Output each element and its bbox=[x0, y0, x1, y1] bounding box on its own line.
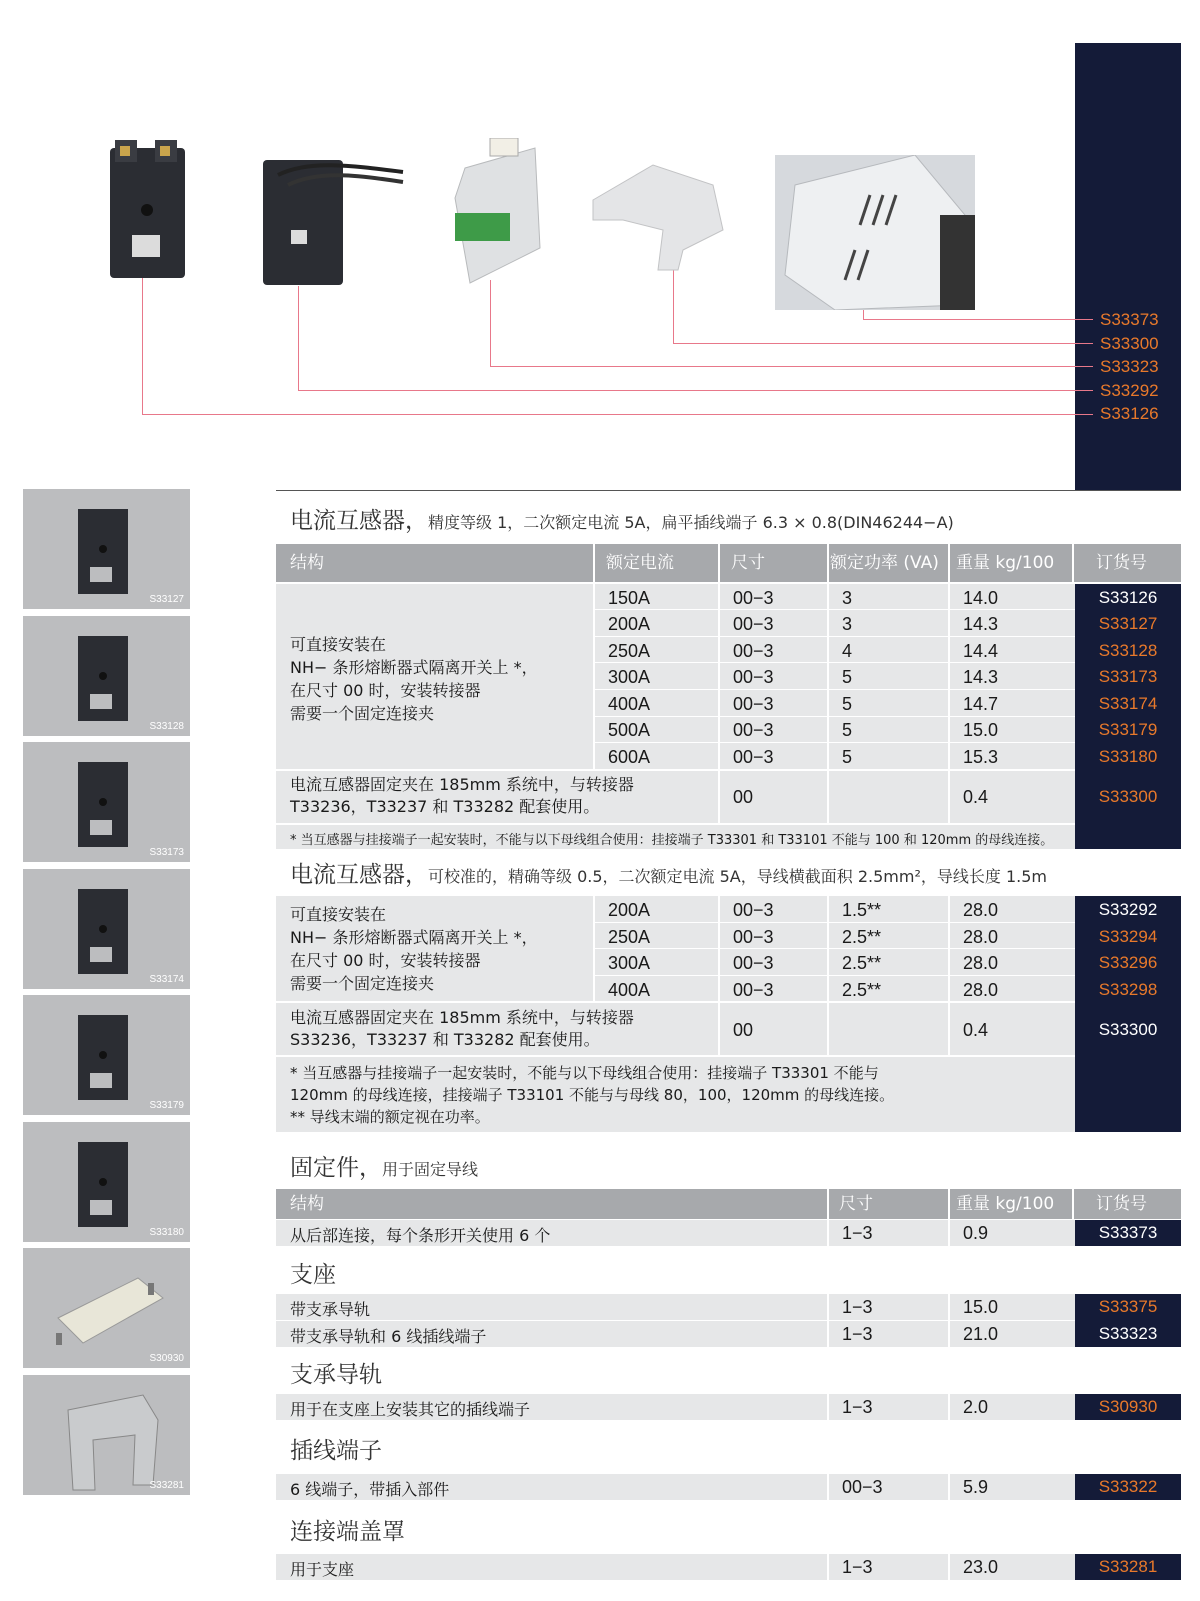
table-header bbox=[276, 1189, 1181, 1219]
leader-line bbox=[673, 343, 1093, 344]
cell-weight: 0.4 bbox=[963, 787, 989, 807]
order-number: S33174 bbox=[1098, 694, 1158, 713]
cell-size: 1−3 bbox=[842, 1397, 873, 1417]
thumbnail-caption: S33180 bbox=[149, 1227, 184, 1238]
thumbnail-s33173 bbox=[23, 742, 190, 862]
ct-description: 可直接安装在 NH− 条形熔断器式隔离开关上 *， 在尺寸 00 时，安装转接器 需要一个固定连接夹 bbox=[290, 635, 538, 723]
header-weight: 重量 kg/100 bbox=[956, 1194, 1055, 1214]
cell-size: 1−3 bbox=[842, 1223, 873, 1243]
cell-size: 00−3 bbox=[733, 667, 774, 687]
cell-current: 400A bbox=[608, 694, 651, 714]
cell-current: 200A bbox=[608, 900, 651, 920]
row-description: 带支承导轨 bbox=[290, 1300, 371, 1319]
cell-weight: 14.3 bbox=[963, 667, 999, 687]
cell-weight: 14.3 bbox=[963, 614, 999, 634]
row-description: 从后部连接，每个条形开关使用 6 个 bbox=[290, 1226, 551, 1245]
order-number: S33126 bbox=[1098, 588, 1158, 607]
order-number: S33281 bbox=[1098, 1557, 1158, 1576]
clip-description: 电流互感器固定夹在 185mm 系统中，与转接器 T33236，T33237 和 T33282 配套使用。 bbox=[290, 775, 634, 816]
cell-size: 00−3 bbox=[733, 720, 774, 740]
callout-s33292: S33292 bbox=[1100, 381, 1159, 400]
cell-size: 00−3 bbox=[842, 1477, 883, 1497]
order-number: S33323 bbox=[1098, 1324, 1158, 1343]
thumbnail-s33127 bbox=[23, 489, 190, 609]
header-structure: 结构 bbox=[290, 1194, 324, 1214]
leader-line bbox=[298, 390, 1093, 391]
callout-s33300: S33300 bbox=[1100, 334, 1159, 353]
fixing-part-image bbox=[775, 155, 975, 310]
row-description: 带支承导轨和 6 线插线端子 bbox=[290, 1327, 487, 1346]
order-number: S33298 bbox=[1098, 980, 1158, 999]
cell-weight: 5.9 bbox=[963, 1477, 989, 1497]
cell-current: 400A bbox=[608, 980, 651, 1000]
cell-current: 250A bbox=[608, 927, 651, 947]
order-number: S33179 bbox=[1098, 720, 1158, 739]
cell-power: 1.5** bbox=[842, 900, 882, 920]
section-title-terminal: 插线端子 bbox=[290, 1438, 382, 1464]
cell-current: 250A bbox=[608, 641, 651, 661]
section-title-fixing: 固定件，用于固定导线 bbox=[290, 1155, 479, 1181]
cell-current: 150A bbox=[608, 588, 651, 608]
order-number: S33373 bbox=[1098, 1223, 1158, 1242]
cell-power: 5 bbox=[842, 720, 853, 740]
cell-weight: 14.0 bbox=[963, 588, 999, 608]
section-title-rail: 支承导轨 bbox=[290, 1362, 382, 1388]
cell-weight: 28.0 bbox=[963, 927, 999, 947]
thumbnail-s33281 bbox=[23, 1375, 190, 1495]
ct-calibrated-description: 可直接安装在 NH− 条形熔断器式隔离开关上 *， 在尺寸 00 时，安装转接器 需要一个固定连接夹 bbox=[290, 905, 538, 993]
cell-power: 3 bbox=[842, 614, 853, 634]
cell-weight: 23.0 bbox=[963, 1557, 999, 1577]
cell-size: 00 bbox=[733, 1020, 754, 1040]
cell-size: 00−3 bbox=[733, 927, 774, 947]
leader-line bbox=[863, 319, 1093, 320]
cell-current: 300A bbox=[608, 667, 651, 687]
leader-line bbox=[298, 286, 299, 390]
cell-size: 00−3 bbox=[733, 953, 774, 973]
order-number: S33128 bbox=[1098, 641, 1158, 660]
order-number: S33322 bbox=[1098, 1477, 1158, 1496]
thumbnail-caption: S33174 bbox=[149, 974, 184, 985]
cell-size: 00−3 bbox=[733, 641, 774, 661]
leader-line bbox=[490, 280, 491, 366]
clip-description: 电流互感器固定夹在 185mm 系统中，与转接器 S33236，T33237 和 T33282 配套使用。 bbox=[290, 1008, 634, 1049]
cell-weight: 15.3 bbox=[963, 747, 999, 767]
leader-line bbox=[490, 366, 1093, 367]
support-with-terminal-image bbox=[445, 138, 545, 286]
header-order: 订货号 bbox=[1096, 553, 1147, 573]
cell-current: 300A bbox=[608, 953, 651, 973]
cell-power: 2.5** bbox=[842, 980, 882, 1000]
row-description: 用于支座 bbox=[290, 1560, 355, 1579]
thumbnail-caption: S33127 bbox=[149, 594, 184, 605]
cell-power: 4 bbox=[842, 641, 853, 661]
calibrated-transformer-image bbox=[258, 150, 408, 290]
cell-size: 00−3 bbox=[733, 588, 774, 608]
row-description: 用于在支座上安装其它的插线端子 bbox=[290, 1400, 531, 1419]
cell-power: 2.5** bbox=[842, 927, 882, 947]
cell-size: 00−3 bbox=[733, 747, 774, 767]
notes: * 当互感器与挂接端子一起安装时，不能与以下母线组合使用：挂接端子 T33301 不能与 120mm 的母线连接，挂接端子 T33101 不能与与母线 80，100，120mm 的母线连接。 ** 导线末端的额定视在功率。 bbox=[290, 1064, 895, 1126]
section-title-support: 支座 bbox=[290, 1262, 336, 1288]
cell-size: 1−3 bbox=[842, 1324, 873, 1344]
section-title-ct: 电流互感器，精度等级 1，二次额定电流 5A，扁平插线端子 6.3 × 0.8(DIN46244−A) bbox=[290, 508, 954, 534]
order-number: S30930 bbox=[1098, 1397, 1158, 1416]
thumbnail-caption: S33179 bbox=[149, 1100, 184, 1111]
cell-size: 00−3 bbox=[733, 694, 774, 714]
header-order: 订货号 bbox=[1096, 1194, 1147, 1214]
cell-weight: 14.7 bbox=[963, 694, 999, 714]
thumbnail-caption: S30930 bbox=[149, 1353, 184, 1364]
order-number: S33127 bbox=[1098, 614, 1158, 633]
cell-power: 5 bbox=[842, 747, 853, 767]
current-clip-image bbox=[583, 160, 733, 275]
order-number: S33294 bbox=[1098, 927, 1158, 946]
cell-size: 00−3 bbox=[733, 980, 774, 1000]
footnote: * 当互感器与挂接端子一起安装时，不能与以下母线组合使用：挂接端子 T33301 和 T33101 不能与 100 和 120mm 的母线连接。 bbox=[290, 833, 1054, 848]
cell-power: 3 bbox=[842, 588, 853, 608]
callout-s33126: S33126 bbox=[1100, 404, 1159, 423]
header-size: 尺寸 bbox=[731, 553, 765, 573]
order-number: S33180 bbox=[1098, 747, 1158, 766]
current-transformer-image bbox=[105, 140, 190, 280]
cell-weight: 0.4 bbox=[963, 1020, 989, 1040]
leader-line bbox=[142, 414, 1093, 415]
header-structure: 结构 bbox=[290, 553, 324, 573]
thumbnail-s33180 bbox=[23, 1122, 190, 1242]
order-number: S33300 bbox=[1098, 787, 1158, 806]
cell-weight: 28.0 bbox=[963, 980, 999, 1000]
callout-s33323: S33323 bbox=[1100, 357, 1159, 376]
header-power: 额定功率 (VA) bbox=[830, 553, 939, 573]
order-number: S33296 bbox=[1098, 953, 1158, 972]
callout-s33373: S33373 bbox=[1100, 310, 1159, 329]
header-current: 额定电流 bbox=[606, 553, 674, 573]
table-header bbox=[276, 544, 1181, 582]
cell-power: 5 bbox=[842, 694, 853, 714]
thumbnail-s33174 bbox=[23, 869, 190, 989]
cell-power: 5 bbox=[842, 667, 853, 687]
cell-current: 500A bbox=[608, 720, 651, 740]
thumbnail-caption: S33281 bbox=[149, 1480, 184, 1491]
header-size: 尺寸 bbox=[839, 1194, 873, 1214]
order-number: S33375 bbox=[1098, 1297, 1158, 1316]
thumbnail-s30930 bbox=[23, 1248, 190, 1368]
section-title-cover: 连接端盖罩 bbox=[290, 1519, 405, 1545]
cell-current: 600A bbox=[608, 747, 651, 767]
thumbnail-s33179 bbox=[23, 995, 190, 1115]
cell-weight: 2.0 bbox=[963, 1397, 989, 1417]
cell-weight: 15.0 bbox=[963, 1297, 999, 1317]
cell-size: 00−3 bbox=[733, 900, 774, 920]
cell-weight: 14.4 bbox=[963, 641, 999, 661]
cell-power: 2.5** bbox=[842, 953, 882, 973]
cell-weight: 21.0 bbox=[963, 1324, 999, 1344]
cell-size: 1−3 bbox=[842, 1297, 873, 1317]
leader-line bbox=[142, 277, 143, 414]
row-description: 6 线端子，带插入部件 bbox=[290, 1480, 450, 1499]
thumbnail-caption: S33173 bbox=[149, 847, 184, 858]
cell-weight: 0.9 bbox=[963, 1223, 989, 1243]
thumbnail-s33128 bbox=[23, 616, 190, 736]
order-number: S33173 bbox=[1098, 667, 1158, 686]
order-number: S33292 bbox=[1098, 900, 1158, 919]
order-number: S33300 bbox=[1098, 1020, 1158, 1039]
cell-size: 00−3 bbox=[733, 614, 774, 634]
cell-weight: 15.0 bbox=[963, 720, 999, 740]
cell-weight: 28.0 bbox=[963, 953, 999, 973]
cell-size: 1−3 bbox=[842, 1557, 873, 1577]
header-weight: 重量 kg/100 bbox=[956, 553, 1055, 573]
cell-weight: 28.0 bbox=[963, 900, 999, 920]
thumbnail-caption: S33128 bbox=[149, 721, 184, 732]
cell-size: 00 bbox=[733, 787, 754, 807]
section-rule bbox=[276, 490, 1181, 491]
cell-current: 200A bbox=[608, 614, 651, 634]
section-title-ct-calibrated: 电流互感器，可校准的，精确等级 0.5，二次额定电流 5A，导线横截面积 2.5mm²，导线长度 1.5m bbox=[290, 862, 1047, 888]
